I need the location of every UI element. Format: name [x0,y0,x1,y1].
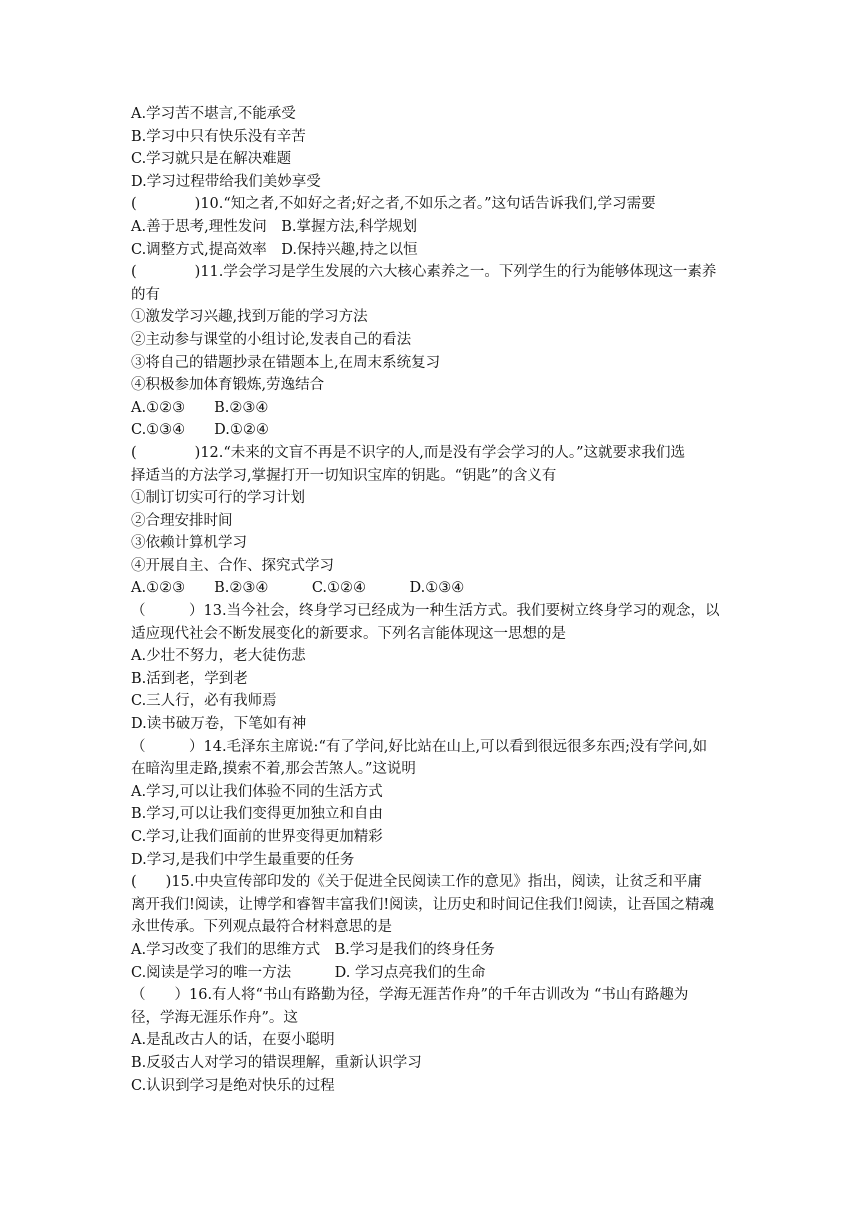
question-16-stem: （ ）16.有人将“书山有路勤为径，学海无涯苦作舟”的千年古训改为 “书山有路趣为 [131,987,689,1004]
question-15-stem-cont: 永世传承。下列观点最符合材料意思的是 [131,919,392,936]
statement-line: ③依赖计算机学习 [131,535,247,552]
question-14-stem-cont: 在暗沟里走路,摸索不着,那会苦煞人。”这说明 [131,761,416,778]
option-line: C.认识到学习是绝对快乐的过程 [131,1077,335,1094]
option-line: C.调整方式,提高效率 D.保持兴趣,持之以恒 [131,241,418,258]
question-13-stem-cont: 适应现代社会不断发展变化的新要求。下列名言能体现这一思想的是 [131,625,566,642]
option-line: A.是乱改古人的话，在耍小聪明 [131,1032,335,1049]
question-11-stem-cont: 的有 [131,286,160,303]
option-line: A.学习改变了我们的思维方式 B.学习是我们的终身任务 [131,941,495,958]
option-line: A.①②③ B.②③④ [131,399,269,416]
question-10-stem: ( )10.“知之者,不如好之者;好之者,不如乐之者。”这句话告诉我们,学习需要 [131,196,656,213]
statement-line: ④积极参加体育锻炼,劳逸结合 [131,377,325,394]
option-line: A.①②③ B.②③④ C.①②④ D.①③④ [131,580,465,597]
option-line: A.少壮不努力，老大徒伤悲 [131,648,306,665]
option-line: C.阅读是学习的唯一方法 D. 学习点亮我们的生命 [131,964,486,981]
option-line: C.三人行，必有我师焉 [131,693,277,710]
option-line: C.①③④ D.①②④ [131,422,269,439]
question-15-stem: ( )15.中央宣传部印发的《关于促进全民阅读工作的意见》指出，阅读，让贫乏和平庸 [131,874,702,891]
option-line: D.读书破万卷，下笔如有神 [131,716,307,733]
statement-line: ③将自己的错题抄录在错题本上,在周末系统复习 [131,354,441,371]
question-15-stem-cont: 离开我们!阅读，让博学和睿智丰富我们!阅读，让历史和时间记住我们!阅读，让吾国之精魂 [131,896,714,913]
question-13-stem: （ ）13.当今社会，终身学习已经成为一种生活方式。我们要树立终身学习的观念，以 [131,603,720,620]
statement-line: ④开展自主、合作、探究式学习 [131,557,334,574]
option-line: D.学习过程带给我们美妙享受 [131,173,321,190]
option-line: B.学习,可以让我们变得更加独立和自由 [131,806,383,823]
question-12-stem-cont: 择适当的方法学习,掌握打开一切知识宝库的钥匙。“钥匙”的含义有 [131,467,557,484]
question-16-stem-cont: 径，学海无涯乐作舟”。这 [131,1009,298,1026]
option-line: A.学习苦不堪言,不能承受 [131,106,296,122]
question-14-stem: （ ）14.毛泽东主席说:“有了学问,好比站在山上,可以看到很远很多东西;没有学问,如 [131,738,708,755]
option-line: D.学习,是我们中学生最重要的任务 [131,851,355,868]
question-11-stem: ( )11.学会学习是学生发展的六大核心素养之一。下列学生的行为能够体现这一素养 [131,264,717,281]
option-line: B.学习中只有快乐没有辛苦 [131,128,306,145]
option-line: A.善于思考,理性发问 B.掌握方法,科学规划 [131,218,418,235]
question-12-stem: ( )12.“未来的文盲不再是不识字的人,而是没有学会学习的人。”这就要求我们选 [131,444,686,461]
document-page [131,103,731,1097]
statement-line: ①制订切实可行的学习计划 [131,490,305,507]
statement-line: ②主动参与课堂的小组讨论,发表自己的看法 [131,331,412,348]
option-line: A.学习,可以让我们体验不同的生活方式 [131,783,383,800]
option-line: B.活到老，学到老 [131,670,248,687]
statement-line: ①激发学习兴趣,找到万能的学习方法 [131,309,368,326]
option-line: C.学习,让我们面前的世界变得更加精彩 [131,829,383,845]
option-line: B.反驳古人对学习的错误理解，重新认识学习 [131,1054,422,1071]
option-line: C.学习就只是在解决难题 [131,151,292,168]
statement-line: ②合理安排时间 [131,512,233,529]
